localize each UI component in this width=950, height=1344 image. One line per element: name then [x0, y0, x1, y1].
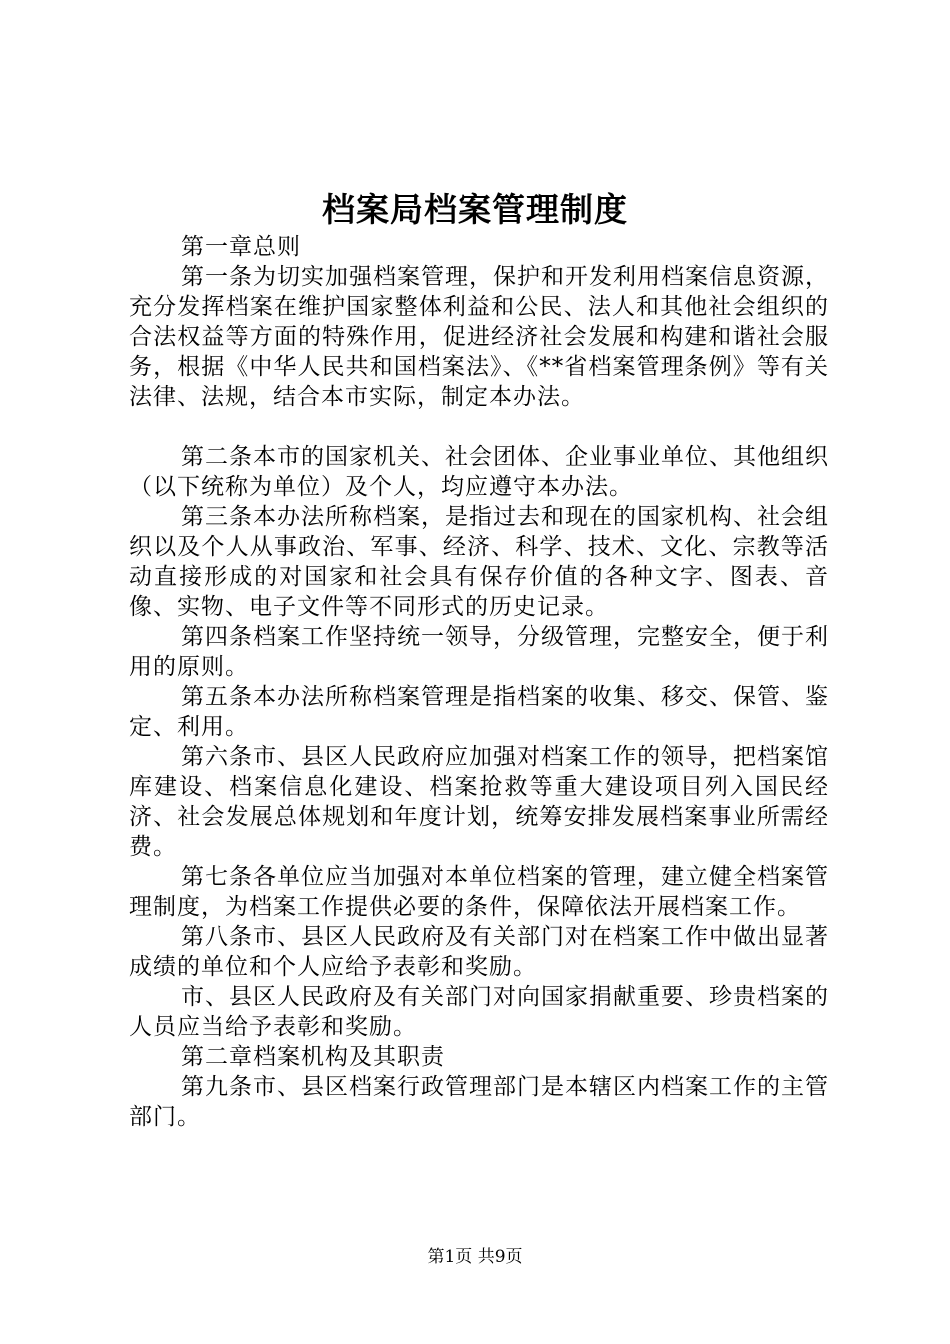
page-footer: 第1页 共9页 — [427, 1247, 523, 1267]
article-paragraph: 第九条市、县区档案行政管理部门是本辖区内档案工作的主管部门。 — [129, 1074, 829, 1130]
chapter-heading: 第二章档案机构及其职责 — [181, 1044, 445, 1070]
article-paragraph: 第八条市、县区人民政府及有关部门对在档案工作中做出显著成绩的单位和个人应给予表彰和奖励。 — [129, 924, 829, 980]
article-paragraph: 第二条本市的国家机关、社会团体、企业事业单位、其他组织（以下统称为单位）及个人，均应遵守本办法。 — [129, 444, 829, 500]
article-paragraph: 第一条为切实加强档案管理，保护和开发利用档案信息资源，充分发挥档案在维护国家整体利益和公民、法人和其他社会组织的合法权益等方面的特殊作用，促进经济社会发展和构建和谐社会服务，根据《中华人民共和国档案法》、《**省档案管理条例》等有关法律、法规，结合本市实际，制定本办法。 — [129, 264, 829, 410]
article-paragraph: 第三条本办法所称档案，是指过去和现在的国家机构、社会组织以及个人从事政治、军事、经济、科学、技术、文化、宗教等活动直接形成的对国家和社会具有保存价值的各种文字、图表、音像、实物、电子文件等不同形式的历史记录。 — [129, 504, 829, 620]
chapter-heading: 第一章总则 — [181, 234, 301, 260]
article-paragraph: 第五条本办法所称档案管理是指档案的收集、移交、保管、鉴定、利用。 — [129, 684, 829, 740]
document-title: 档案局档案管理制度 — [322, 190, 628, 229]
article-paragraph: 第七条各单位应当加强对本单位档案的管理，建立健全档案管理制度，为档案工作提供必要的条件，保障依法开展档案工作。 — [129, 864, 829, 920]
document-body — [129, 232, 829, 1132]
article-paragraph: 第四条档案工作坚持统一领导，分级管理，完整安全，便于利用的原则。 — [129, 624, 829, 680]
article-paragraph: 市、县区人民政府及有关部门对向国家捐献重要、珍贵档案的人员应当给予表彰和奖励。 — [129, 984, 829, 1040]
article-paragraph: 第六条市、县区人民政府应加强对档案工作的领导，把档案馆库建设、档案信息化建设、档案抢救等重大建设项目列入国民经济、社会发展总体规划和年度计划，统筹安排发展档案事业所需经费。 — [129, 744, 829, 860]
